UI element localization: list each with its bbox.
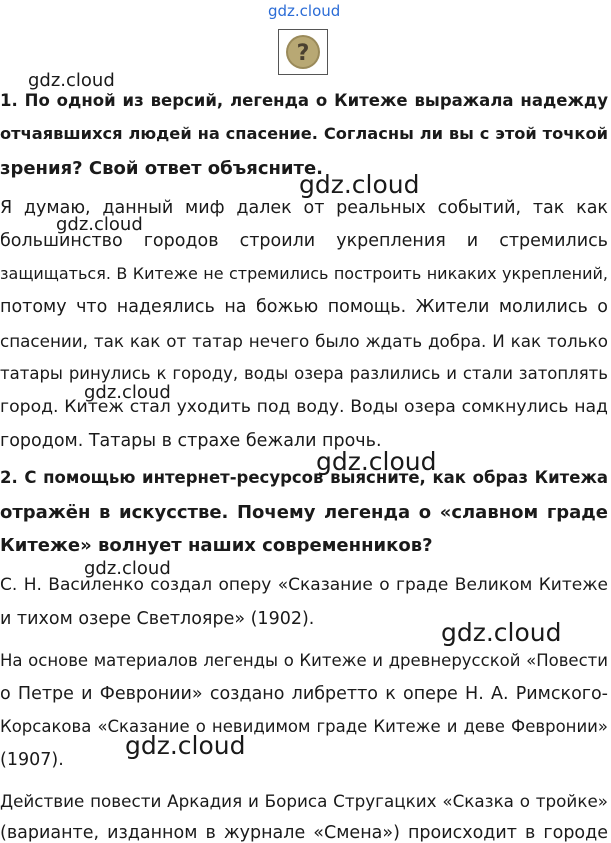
question-2-line: Китеже» волнует наших современников?	[0, 535, 433, 556]
question-icon	[278, 29, 328, 75]
answer-1-line: татары ринулись к городу, воды озера разлились и стали затоплять	[0, 364, 608, 383]
watermark-top: gdz.cloud	[268, 2, 341, 20]
question-1-line: 1. По одной из версий, легенда о Китеже выражала надежду	[0, 91, 608, 110]
answer-2-line: С. Н. Василенко создал оперу «Сказание о граде Великом Китеже	[0, 575, 608, 595]
question-icon-graphic	[283, 32, 323, 72]
question-2-line: 2. С помощью интернет-ресурсов выясните, как образ Китежа	[0, 468, 608, 487]
question-glyph: ?	[296, 41, 310, 66]
watermark: gdz.cloud	[84, 382, 171, 403]
question-1-line: зрения? Свой ответ объясните.	[0, 158, 324, 179]
answer-1-line: потому что надеялись на божью помощь. Жители молились о	[0, 297, 608, 317]
watermark: gdz.cloud	[56, 214, 143, 235]
answer-2-line: На основе материалов легенды о Китеже и древнерусской «Повести	[0, 651, 608, 670]
answer-1-line: защищаться. В Китеже не стремились построить никаких укреплений,	[0, 264, 608, 283]
answer-2-line: Корсакова «Сказание о невидимом граде Китеже и деве Февронии»	[0, 717, 608, 736]
answer-1-line: большинство городов строили укрепления и стремились	[0, 231, 608, 251]
watermark: gdz.cloud	[84, 558, 171, 579]
answer-2-line: (1907).	[0, 750, 64, 770]
answer-2-line: о Петре и Февронии» создано либретто к опере Н. А. Римского-	[0, 684, 608, 704]
answer-2-line: и тихом озере Светлояре» (1902).	[0, 609, 315, 629]
watermark: gdz.cloud	[299, 170, 420, 199]
answer-1-line: городом. Татары в страхе бежали прочь.	[0, 431, 382, 451]
answer-2-line: Действие повести Аркадия и Бориса Стругацких «Сказка о тройке»	[0, 791, 608, 811]
answer-1-line: спасении, так как от татар нечего было ждать добра. И как только	[0, 331, 608, 351]
question-1-line: отчаявшихся людей на спасение. Согласны ли вы с этой точкой	[0, 124, 608, 143]
answer-1-line: город. Китеж стал уходить под воду. Воды озера сомкнулись над	[0, 397, 608, 417]
answer-1-line: Я думаю, данный миф далек от реальных событий, так как	[0, 198, 608, 218]
watermark: gdz.cloud	[441, 618, 562, 647]
question-2-line: отражён в искусстве. Почему легенда о «славном граде	[0, 502, 608, 523]
watermark: gdz.cloud	[125, 731, 246, 760]
answer-2-line: (варианте, изданном в журнале «Смена») происходит в городе	[0, 823, 608, 843]
watermark: gdz.cloud	[28, 70, 115, 91]
watermark: gdz.cloud	[316, 447, 437, 476]
